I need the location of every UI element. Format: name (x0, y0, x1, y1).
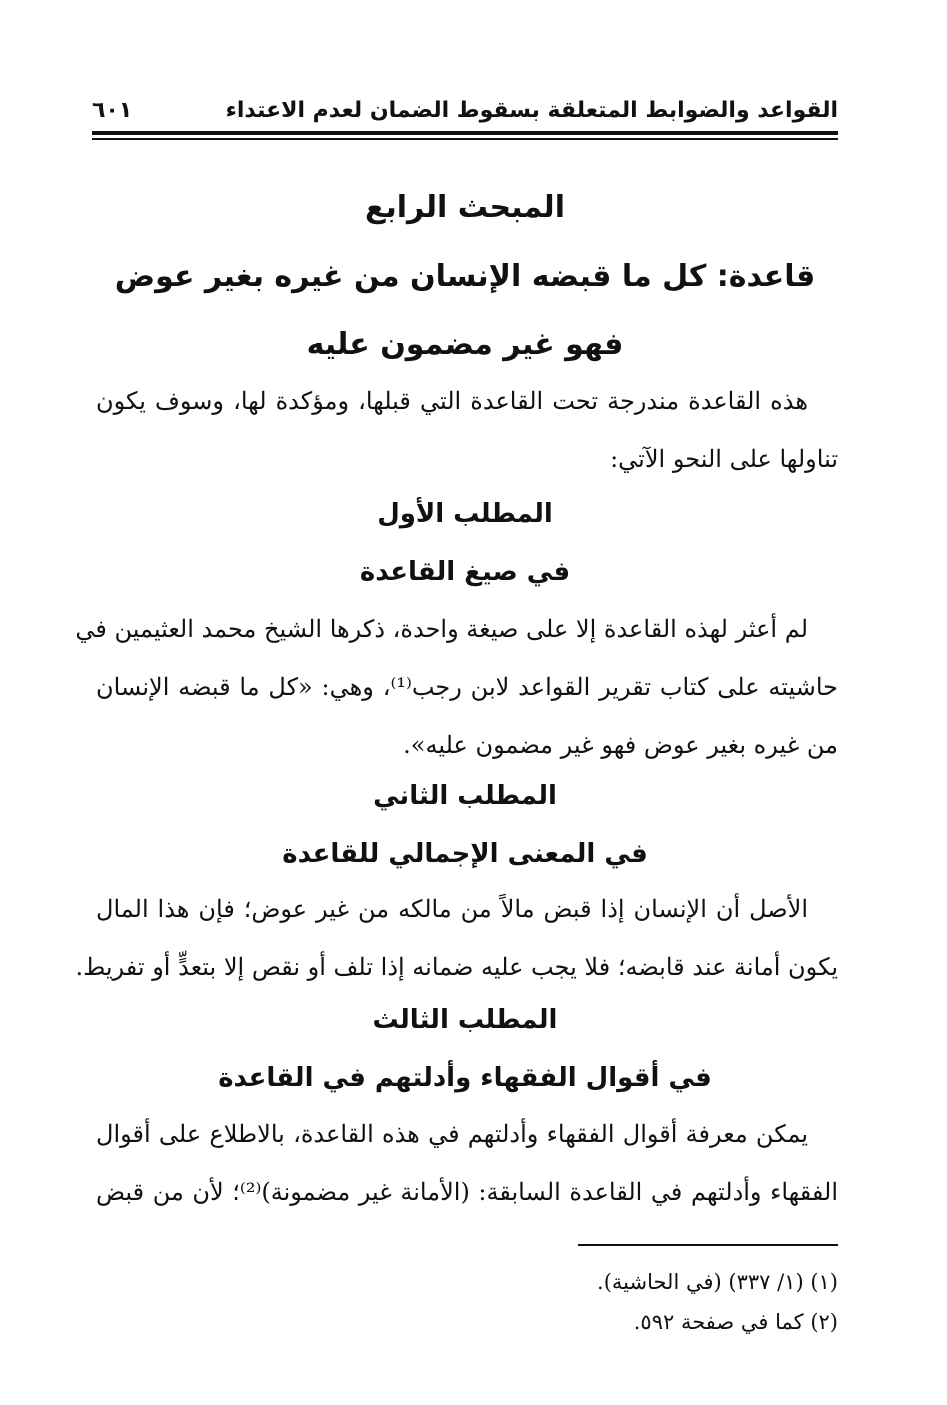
page-number: ٦٠١ (92, 98, 133, 123)
matlab-3-subtitle: في أقوال الفقهاء وأدلتهم في القاعدة (218, 1063, 712, 1093)
section-heading: المبحث الرابع (365, 190, 565, 225)
paragraph-line: حاشيته على كتاب تقرير القواعد لابن رجب⁽¹⁾، وهي: «كل ما قبضه الإنسان (96, 673, 838, 701)
matlab-2-subtitle: في المعنى الإجمالي للقاعدة (282, 839, 648, 869)
rule-title-line-1: قاعدة: كل ما قبضه الإنسان من غيره بغير عوض (114, 259, 816, 294)
paragraph-line: من غيره بغير عوض فهو غير مضمون عليه». (403, 731, 838, 759)
paragraph-line: تناولها على النحو الآتي: (610, 445, 838, 473)
matlab-2-paragraph (75, 880, 838, 996)
footnote-1: (١) (١/ ٣٣٧) (في الحاشية). (597, 1270, 838, 1294)
footnote-2: (٢) كما في صفحة ٥٩٢. (633, 1310, 838, 1334)
matlab-3-title: المطلب الثالث (372, 1005, 558, 1035)
matlab-2-title: المطلب الثاني (373, 781, 557, 811)
matlab-3-paragraph (96, 1105, 838, 1221)
paragraph-line: يمكن معرفة أقوال الفقهاء وأدلتهم في هذه القاعدة، بالاطلاع على أقوال (96, 1120, 808, 1148)
paragraph-line: الفقهاء وأدلتهم في القاعدة السابقة: (الأمانة غير مضمونة)⁽²⁾؛ لأن من قبض (96, 1178, 839, 1206)
footnotes (597, 1262, 838, 1342)
header-rule-thick (92, 131, 838, 135)
rule-title-line-2: فهو غير مضمون عليه (306, 327, 624, 362)
running-header (92, 96, 838, 130)
paragraph-line: الأصل أن الإنسان إذا قبض مالاً من مالكه من غير عوض؛ فإن هذا المال (96, 895, 808, 923)
matlab-1-subtitle: في صيغ القاعدة (359, 557, 571, 587)
paragraph-line: يكون أمانة عند قابضه؛ فلا يجب عليه ضمانه إذا تلف أو نقص إلا بتعدٍّ أو تفريط. (75, 953, 838, 981)
matlab-1-paragraph (75, 600, 838, 774)
header-rule-thin (92, 138, 838, 140)
paragraph-line: هذه القاعدة مندرجة تحت القاعدة التي قبلها، ومؤكدة لها، وسوف يكون (96, 387, 808, 415)
matlab-1-title: المطلب الأول (377, 499, 553, 529)
footnote-separator (578, 1244, 838, 1246)
running-header-title: القواعد والضوابط المتعلقة بسقوط الضمان لعدم الاعتداء (225, 98, 838, 123)
intro-paragraph (96, 372, 838, 488)
paragraph-line: لم أعثر لهذه القاعدة إلا على صيغة واحدة، ذكرها الشيخ محمد العثيمين في (75, 615, 808, 643)
